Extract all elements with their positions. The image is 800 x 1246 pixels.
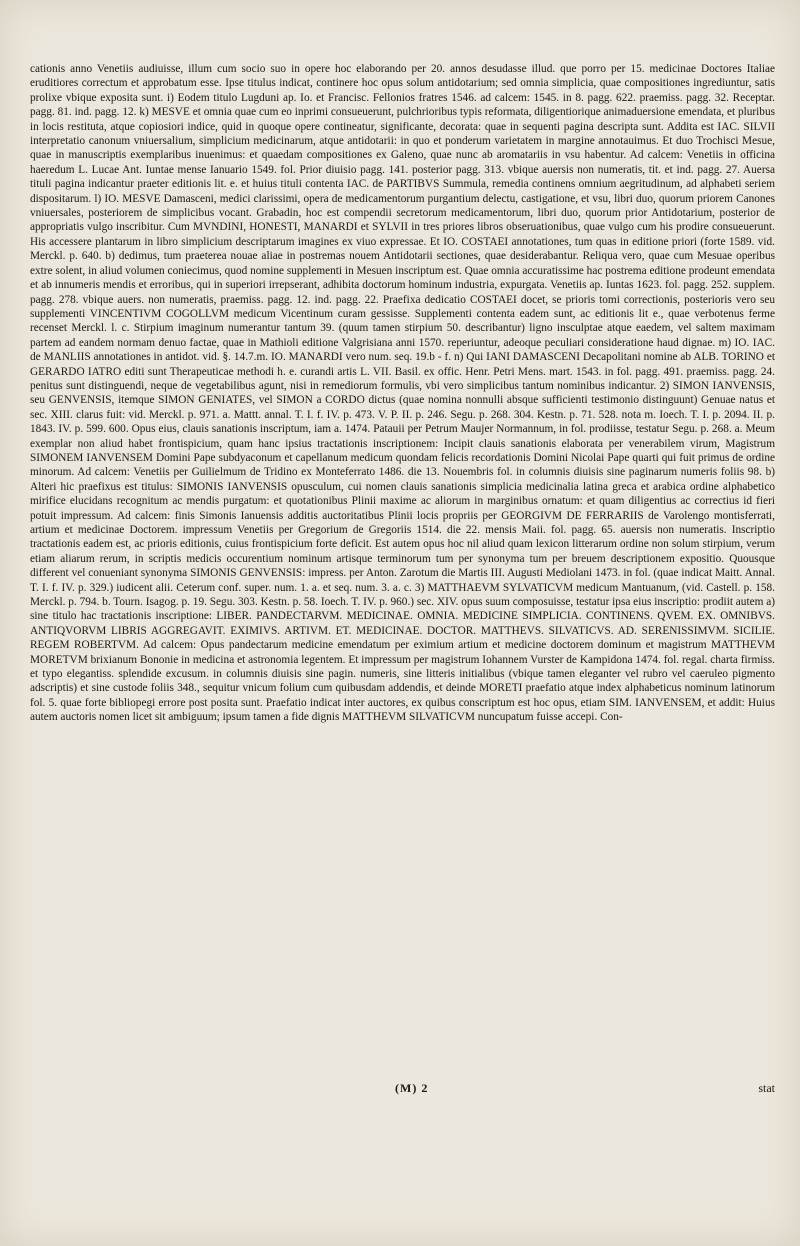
page-footer	[30, 1081, 775, 1099]
body-paragraph: cationis anno Venetiis audiuisse, illum cum socio suo in opere hoc elaborando per 20. annos desudasse illud. que porro per 15. medicinae Doctores Italiae eruditiores correctum et approbatum esse. Ipse titulus indicat, continere hoc opus solum antidotarium; sed omnia simplicia, quae compositiones ingrediuntur, satis prolixe vbique exposita sunt. i) Eodem titulo Lugduni ap. Io. et Francisc. Fellonios fratres 1546. ad calcem: 1545. in 8. pagg. 622. praemiss. pagg. 32. Receptar. pagg. 81. ind. pagg. 12. k) MESVE et omnia quae cum eo inprimi consueuerunt, pulchrioribus typis reformata, diligentiorique animaduersione emendata, et pluribus in locis restituta, atque copiosiori indice, quid in quoque opere contineatur, significante, decorata: quae in sequenti pagina descripta sunt. Addita est IAC. SILVII interpretatio canonum vniuersalium, simplicium medicinarum, atque antidotarii: in quo et ponderum varietatem in margine annotauimus. Et duo Trochisci Mesue, quae in manuscriptis exemplaribus inuenimus: et quaedam compositiones ex Galeno, quae nunc ab aromatariis in vsu habentur. Ad calcem: Venetiis in officina haeredum L. Lucae Ant. Iuntae mense Ianuario 1549. fol. Prior diuisio pagg. 141. posterior pagg. 313. vbique auersis non numeratis, tit. et ind. pagg. 27. Auersa tituli pagina indicantur praeter editionis lit. e. et huius tituli contenta IAC. de PARTIBVS Summula, remedia continens omnium aegritudinum, ad alphabeti seriem dispositarum. l) IO. MESVE Damasceni, medici clarissimi, opera de medicamentorum purgantium delectu, castigatione, et vsu, libri duo, quorum priorem Canones vniuersales, posteriorem de simplicibus vocant. Grabadin, hoc est compendii secretorum medicamentorum, libri duo, quorum prior Antidotarium, posterior de appropriatis vulgo inscribitur. Cum MVNDINI, HONESTI, MANARDI et SYLVII in tres priores libros obseruationibus, quae vulgo cum his prodire consueuerunt. His accessere plantarum in libro simplicium descriptarum imagines ex viuo expressae. Et IO. COSTAEI annotationes, tum quas in editione priori (forte 1589. vid. Merckl. p. 640. b) dedimus, tum praeterea nouae aliae in postremas nouem Antidotarii sectiones, quae desiderabantur. Reliqua vero, quae cum Mesuae operibus extre solent, in aliud volumen coniecimus, quod nomine supplementi in Mesuen inscriptum est. Quae omnia accuratissime hac postrema editione prodeunt emendata et ab innumeris mendis et erroribus, qui in superiori irrepserant, adhibita doctorum hominum industria, expurgata. Venetiis ap. Iuntas 1623. fol. pagg. 252. supplem. pagg. 278. vbique auers. non numeratis, praemiss. pagg. 12. ind. pagg. 22. Praefixa dedicatio COSTAEI docet, se prioris tomi correctionis, posterioris vero seu supplementi VINCENTIVM COGOLLVM medicum Vicentinum curam gessisse. Supplementi contenta eadem sunt, ac editionis lit e., quae verbotenus ferme recenset Merckl. l. c. Stirpium imaginum numerantur tantum 39. (quum tamen stirpium 50. describantur) ligno insculptae atque eaedem, vel saltem maximam partem ad eandem normam denuo factae, quae in Mathioli editione Valgrisiana anni 1570. reperiuntur, adeoque peculiari consideratione haud dignae. m) IO. IAC. de MANLIIS annotationes in antidot. vid. §. 14.7.m. IO. MANARDI vero num. seq. 19.b - f. n) Qui IANI DAMASCENI Decapolitani nomine ab ALB. TORINO et GERARDO IATRO editi sunt Therapeuticae methodi h. e. curandi artis L. VII. Basil. ex offic. Henr. Petri Mens. mart. 1543. in fol. pagg. 491. praemiss. pagg. 24. penitus sunt distinguendi, neque de vegetabilibus agunt, nisi in remediorum formulis, vbi vero simplicibus tantum nominibus indicantur. 2) SIMON IANVENSIS, seu GENVENSIS, itemque SIMON GENIATES, vel SIMON a CORDO dictus (quae nomina nonnulli absque sufficienti testimonio distinguunt) Genuae natus et sec. XIII. clarus fuit: vid. Merckl. p. 971. a. Mattt. annal. T. I. f. IV. p. 473. V. P. II. p. 246. Segu. p. 268. 304. Kestn. p. 71. 528. nota m. Ioech. T. I. p. 2094. II. p. 1843. IV. p. 599. 600. Opus eius, clauis sanationis inscriptum, iam a. 1474. Patauii per Petrum Maujer Normannum, in fol. prodiisse, testatur Segu. p. 268. a. Meum exemplar non aliud habet frontispicium, quam hanc ipsius tractationis inscriptionem: Incipit clauis sanationis elaborata per venerabilem virum, Magistrum SIMONEM IANVENSEM Domini Pape subdyaconum et capellanum medicum quondam felicis recordationis Domini Nicolai Pape quarti qui fuit primus de ordine minorum. Ad calcem: Venetiis per Guilielmum de Tridino ex Monteferrato 1486. die 13. Nouembris fol. in columnis diuisis sine paginarum numeris foliis 98. b) Alteri hic praefixus est titulus: SIMONIS IANVENSIS opusculum, cui nomen clauis sanationis simplicia medicinalia latina greca et arabica ordine alphabetico mirifice elucidans recognitum ac mendis purgatum: et quotationibus Plinii maxime ac aliorum in marginibus ornatum: et quam diligentius ac correctius id fieri potuit impressum. Ad calcem: finis Simonis Ianuensis additis auctoritatibus Plinii locis propriis per GEORGIVM DE FERRARIIS de Varolengo montisferrati, artium et medicinae Doctorem. impressum Venetiis per Gregorium de Gregoriis 1514. die 22. mensis Maii. fol. pagg. 65. auersis non numeratis. Inscriptio tractationis eadem est, ac prioris editionis, cuius frontispicium forte deficit. Est autem opus hoc nil aliud quam lexicon litterarum ordine non solum stirpium, verum etiam aliarum rerum, in scriptis medicis occurentium nominum artisque terminorum tum per synonyma tum per breuem descriptionem expositio. Quousque different vel conueniant synonyma SIMONIS GENVENSIS: impress. per Anton. Zarotum die Martis III. Augusti Mediolani 1473. in fol. (quae indicat Maitt. Annal. T. I. f. IV. p. 329.) iudicent alii. Ceterum conf. super. num. 1. a. et seq. num. 3. a. c. 3) MATTHAEVM SYLVATICVM medicum Mantuanum, (vid. Castell. p. 158. Merckl. p. 794. b. Tourn. Isagog. p. 19. Segu. 303. Kestn. p. 58. Ioech. T. IV. p. 960.) sec. XIV. opus suum composuisse, testatur ipsa eius inscriptio: prodiit autem a) sine titulo hac tractationis inscriptione: LIBER. PANDECTARVM. MEDICINAE. OMNIA. MEDICINE SIMPLICIA. CONTINENS. QVEM. EX. OMNIBVS. ANTIQVORVM LIBRIS AGGREGAVIT. EXIMIVS. ARTIVM. ET. MEDICINAE. DOCTOR. MATTHEVS. SILVATICVS. AD. SERENISSIMVM. SICILIE. REGEM ROBERTVM. Ad calcem: Opus pandectarum medicine emendatum per eximium artium et medicine doctorem dominum et magistrum MATTHEVM MORETVM brixianum Bononie in medicina et astronomia legentem. Et impressum per magistrum Iohannem Vurster de Kampidona 1474. fol. regal. charta firmiss. et typo elegantiss. splendide excusum. in columnis diuisis sine pagin. numeris, sine litteris initialibus (vbique tamen eleganter vel rubro vel caeruleo pigmento adscriptis) et sine custode foliis 348., sequitur vnicum folium cum quibusdam addendis, et deinde MORETI praefatio atque index alphabeticus nominum latinorum fol. 5. quae forte bibliopegi errore post posita sunt. Praefatio indicat inter auctores, ex quibus conscriptum est hoc opus, etiam SIM. IANVENSEM, et addit: Huius autem auctoris nomen licet sit ambiguum; ipsum tamen a fide dignis MATTHEVM SILVATICVM nuncupatum fuisse accepi. Con-	[30, 63, 775, 724]
signature-mark: (M) 2	[395, 1081, 429, 1095]
main-text-block	[30, 62, 775, 725]
catchword: stat	[758, 1081, 775, 1095]
